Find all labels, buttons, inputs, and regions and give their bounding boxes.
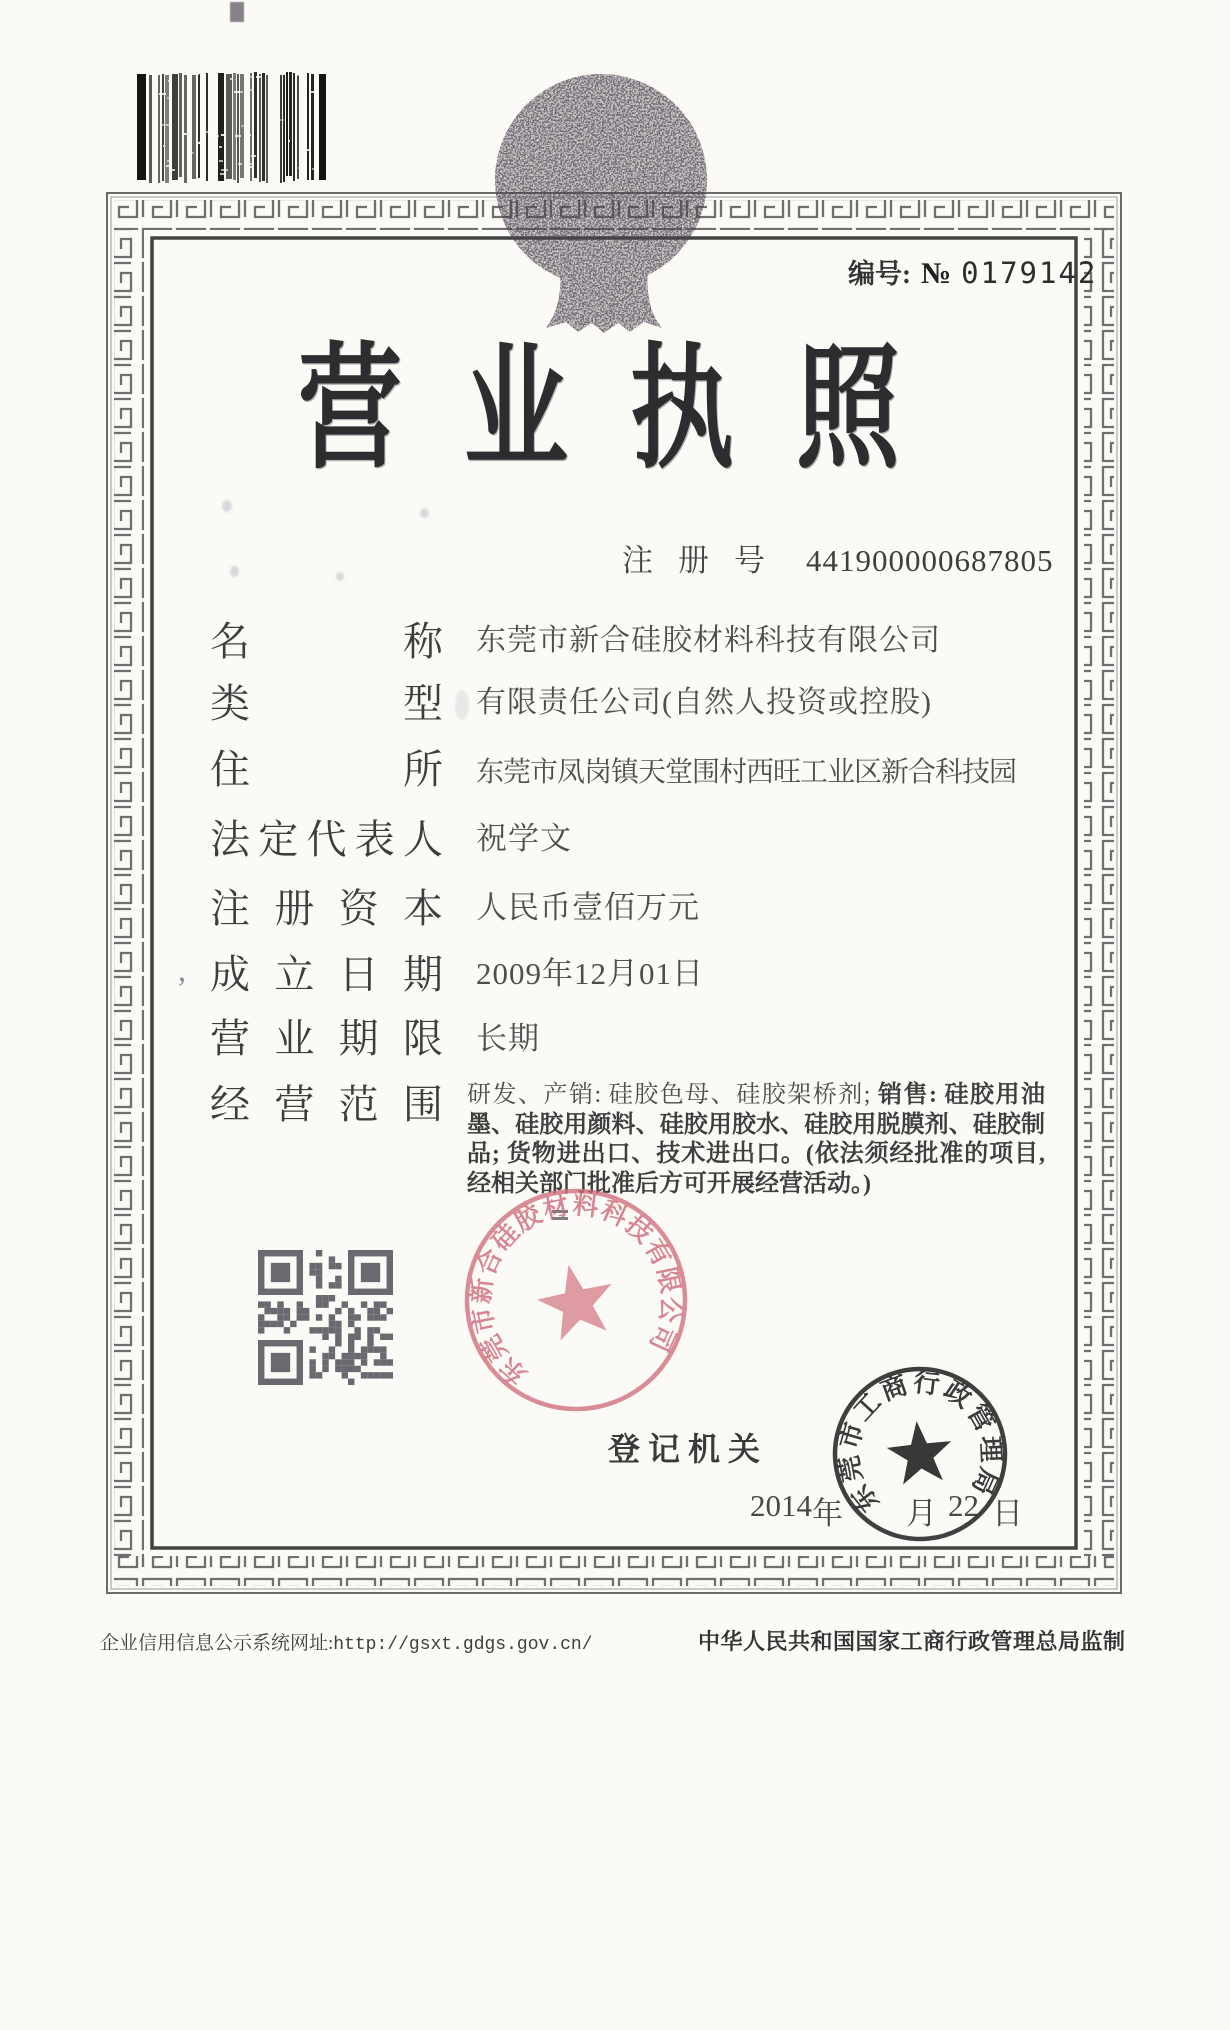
field-value-legal-representative: 祝学文: [476, 821, 572, 856]
company-seal-text: 东莞市新合硅胶材料科技有限公司: [466, 1190, 686, 1391]
field-label-type: 类 型: [210, 681, 443, 726]
footer-url: http://gsxt.gdgs.gov.cn/: [333, 1635, 593, 1655]
field-value-establish-date: 2009年12月01日: [476, 956, 704, 991]
company-seal: [458, 1182, 698, 1422]
footer-issuer: 中华人民共和国国家工商行政管理总局监制: [698, 1629, 1126, 1654]
field-label-name: 名 称: [210, 619, 443, 664]
field-label-business-scope: 经 营 范 围: [210, 1082, 443, 1127]
serial-number: 0179142: [961, 256, 1098, 290]
issue-date-month-unit: 月: [906, 1496, 937, 1531]
registration-number: 441900000687805: [806, 543, 1054, 578]
footer-public-system-label: 企业信用信息公示系统网址:: [100, 1633, 334, 1654]
field-label-address: 住 所: [210, 747, 443, 792]
qr-code: [258, 1250, 393, 1385]
field-value-address: 东莞市凤岗镇天堂围村西旺工业区新合科技园: [476, 757, 1017, 788]
field-value-registered-capital: 人民币壹佰万元: [476, 890, 700, 925]
issue-date-day-unit: 日: [992, 1496, 1023, 1531]
star-icon: [884, 1418, 955, 1486]
issue-date-year: 2014: [750, 1488, 812, 1523]
registrar-seal: [827, 1361, 1013, 1547]
field-value-type: 有限责任公司(自然人投资或控股): [476, 686, 932, 719]
field-label-business-term: 营 业 期 限: [210, 1016, 443, 1061]
national-emblem: [488, 60, 718, 338]
license-title: 营业执照: [298, 334, 963, 485]
scan-artifact-comma: ,: [178, 952, 186, 988]
field-value-name: 东莞市新合硅胶材料科技有限公司: [476, 624, 941, 657]
field-label-legal-representative: 法 定 代 表 人: [210, 817, 443, 862]
issue-date: [0, 1488, 1230, 1531]
registration-number-label: 注册号: [622, 543, 790, 578]
field-label-registered-capital: 注 册 资 本: [210, 886, 443, 931]
scope-part3: (依法须经批准的项目, 经相关部门批准后方可开展经营活动。): [467, 1141, 1045, 1197]
star-icon: [531, 1257, 620, 1344]
field-label-establish-date: 成 立 日 期: [210, 952, 443, 997]
numero-sign: №: [921, 257, 952, 290]
registrar-seal-text: 东莞市工商行政管理局: [833, 1367, 1006, 1518]
scan-artifact: [230, 2, 244, 22]
issue-date-year-unit: 年: [812, 1496, 843, 1531]
barcode: [137, 72, 327, 183]
serial-label: 编号:: [848, 259, 911, 289]
issue-date-day: 22: [948, 1488, 979, 1523]
scope-part2: 销售: 硅胶用油墨、硅胶用颜料、硅胶用胶水、硅胶用脱膜剂、硅胶制品; 货物进出口、技术进出口。: [467, 1082, 1045, 1167]
scope-part1: 研发、产销: 硅胶色母、硅胶架桥剂;: [467, 1082, 878, 1108]
registrar-label: 登记机关: [608, 1431, 769, 1467]
field-value-business-term: 长期: [476, 1021, 540, 1056]
